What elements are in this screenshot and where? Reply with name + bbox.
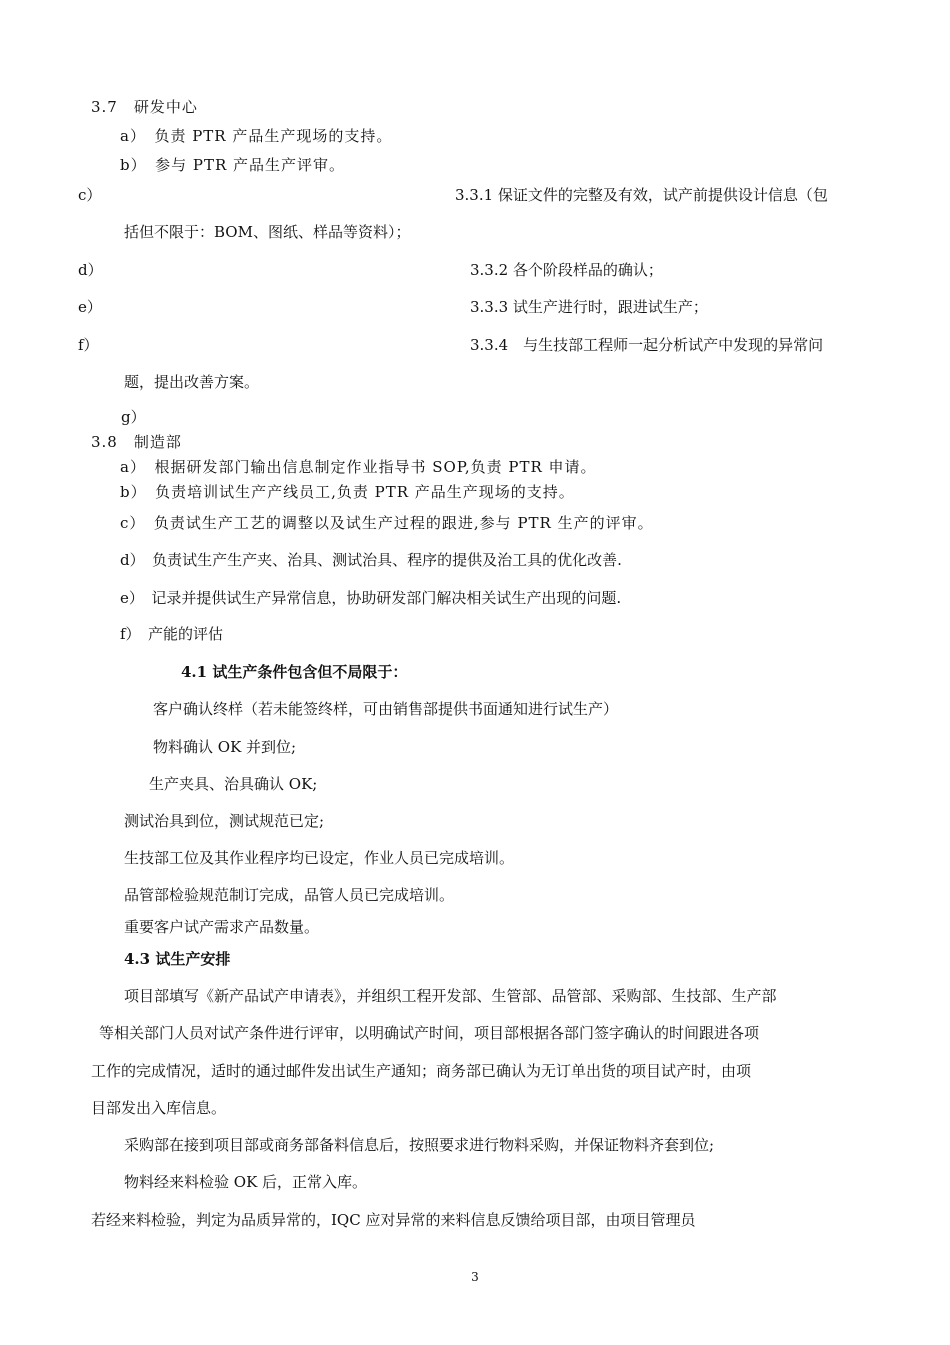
section-4-3-heading: 4.3 试生产安排 bbox=[124, 950, 231, 968]
list-marker: c） bbox=[78, 186, 102, 204]
list-marker: d） bbox=[78, 261, 103, 279]
list-item: d） 负责试生产生产夹、治具、测试治具、程序的提供及治工具的优化改善. bbox=[120, 551, 622, 569]
list-item: 3.3.4 与生技部工程师一起分析试产中发现的异常问 bbox=[470, 336, 824, 354]
list-item: a） 根据研发部门输出信息制定作业指导书 SOP,负责 PTR 申请。 bbox=[120, 458, 597, 476]
list-marker: g） bbox=[121, 408, 146, 426]
list-item: 生产夹具、治具确认 OK; bbox=[149, 775, 318, 793]
list-item-continuation: 题，提出改善方案。 bbox=[124, 373, 260, 391]
list-item: c） 负责试生产工艺的调整以及试生产过程的跟进,参与 PTR 生产的评审。 bbox=[120, 514, 654, 532]
list-item-continuation: 括但不限于：BOM、图纸、样品等资料）； bbox=[124, 223, 411, 241]
list-item: 物料确认 OK 并到位; bbox=[153, 738, 297, 756]
section-3-8-heading: 3.8 制造部 bbox=[91, 433, 182, 451]
list-item: b） 参与 PTR 产品生产评审。 bbox=[120, 156, 346, 174]
list-item: 品管部检验规范制订完成，品管人员已完成培训。 bbox=[124, 886, 455, 904]
paragraph-line: 采购部在接到项目部或商务部备料信息后，按照要求进行物料采购，并保证物料齐套到位; bbox=[124, 1136, 715, 1154]
list-item: a） 负责 PTR 产品生产现场的支持。 bbox=[120, 127, 393, 145]
paragraph-line: 项目部填写《新产品试产申请表》，并组织工程开发部、生管部、品管部、采购部、生技部、生产部 bbox=[124, 987, 777, 1005]
list-item: b） 负责培训试生产产线员工,负责 PTR 产品生产现场的支持。 bbox=[120, 483, 575, 501]
paragraph-line: 工作的完成情况，适时的通过邮件发出试生产通知；商务部已确认为无订单出货的项目试产时，由项 bbox=[91, 1062, 752, 1080]
list-item: 生技部工位及其作业程序均已设定，作业人员已完成培训。 bbox=[124, 849, 515, 867]
list-marker: e） bbox=[78, 298, 102, 316]
list-item: 重要客户试产需求产品数量。 bbox=[124, 918, 320, 936]
page-number: 3 bbox=[471, 1270, 479, 1284]
list-item: e） 记录并提供试生产异常信息，协助研发部门解决相关试生产出现的问题. bbox=[120, 589, 622, 607]
list-item: 测试治具到位，测试规范已定; bbox=[124, 812, 325, 830]
list-item: 3.3.1 保证文件的完整及有效，试产前提供设计信息（包 bbox=[455, 186, 828, 204]
section-3-7-heading: 3.7 研发中心 bbox=[91, 98, 198, 116]
list-marker: f） bbox=[78, 336, 99, 354]
list-item: 客户确认终样（若未能签终样，可由销售部提供书面通知进行试生产） bbox=[153, 700, 619, 718]
list-item: f） 产能的评估 bbox=[120, 625, 224, 643]
paragraph-line: 物料经来料检验 OK 后，正常入库。 bbox=[124, 1173, 368, 1191]
paragraph-line: 目部发出入库信息。 bbox=[91, 1099, 227, 1117]
paragraph-line: 等相关部门人员对试产条件进行评审，以明确试产时间，项目部根据各部门签字确认的时间跟进各项 bbox=[99, 1024, 760, 1042]
list-item: 3.3.2 各个阶段样品的确认； bbox=[470, 261, 663, 279]
section-4-1-heading: 4.1 试生产条件包含但不局限于： bbox=[181, 663, 408, 681]
paragraph-line: 若经来料检验，判定为品质异常的，IQC 应对异常的来料信息反馈给项目部，由项目管理员 bbox=[91, 1211, 696, 1229]
list-item: 3.3.3 试生产进行时，跟进试生产； bbox=[470, 298, 708, 316]
